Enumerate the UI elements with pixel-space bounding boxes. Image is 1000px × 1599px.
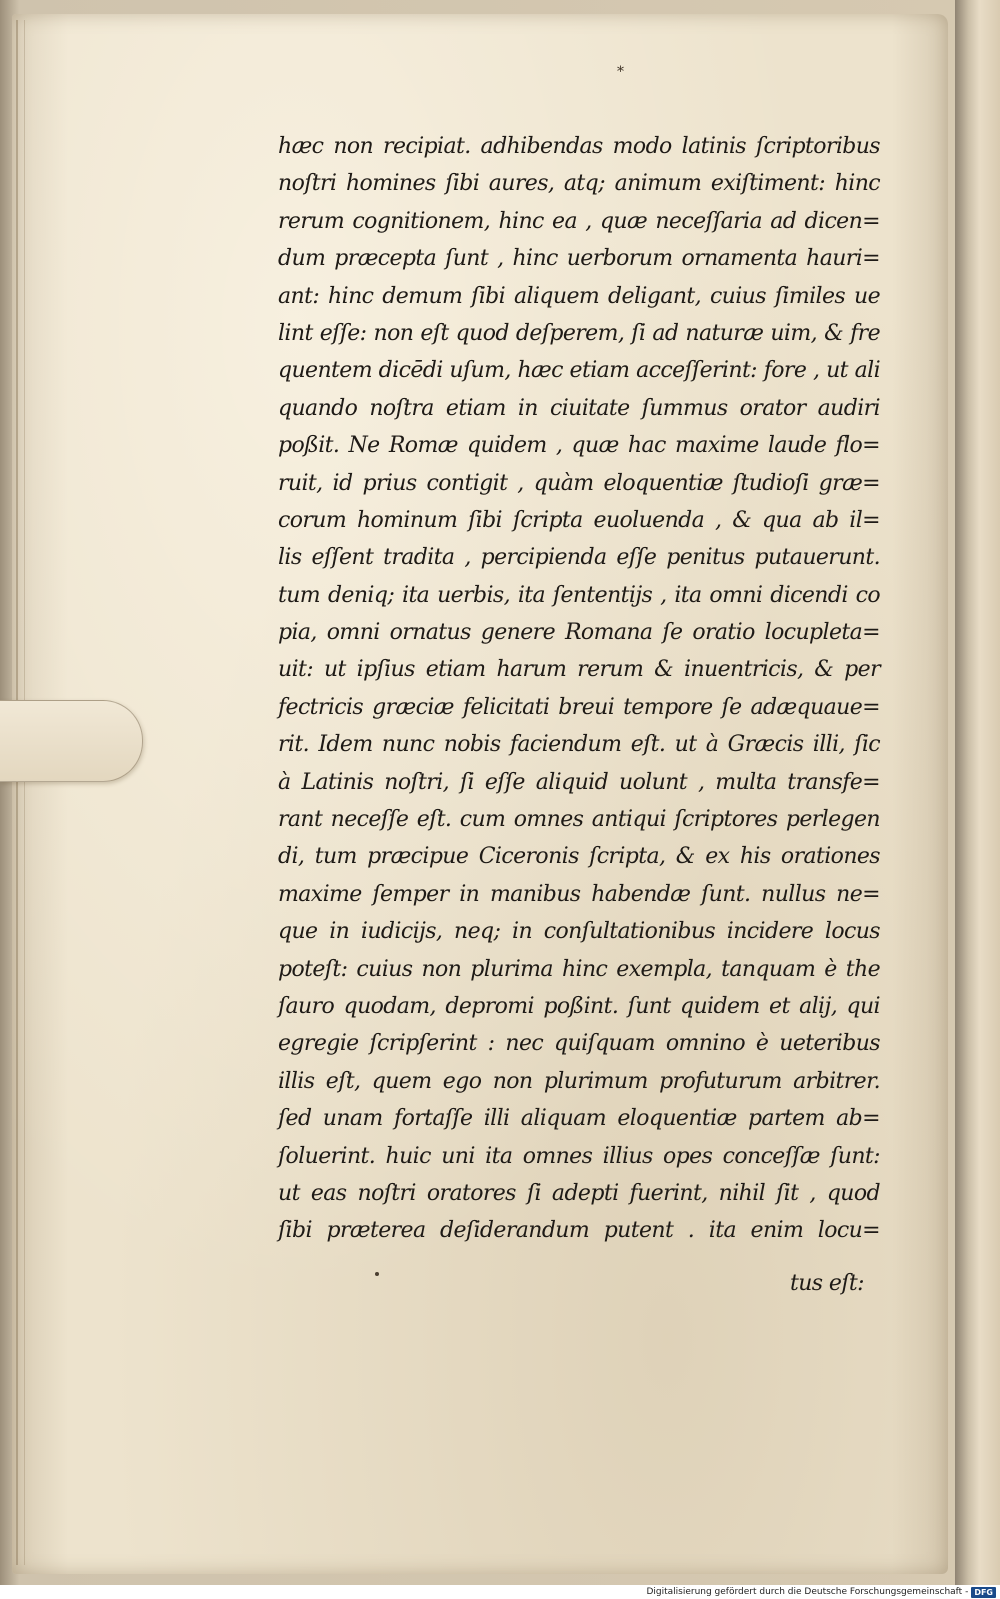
dfg-logo: DFG [971,1587,996,1598]
footer [646,1586,996,1598]
text-line: rit. Idem nunc nobis faciendum eſt. ut à Græcis illi, ſic [278,732,880,758]
text-line: illis eſt, quem ego non plurimum profuturum arbitrer. [278,1068,880,1094]
ornament-mark: * [617,64,624,80]
text-line: hæc non recipiat. adhibendas modo latinis ſcriptoribus [278,134,880,159]
text-line: poßit. Ne Romæ quidem , quæ hac maxime laude flo= [278,433,880,459]
text-line: ſibi præterea deſiderandum putent . ita enim locu= [278,1218,880,1244]
text-line: dum præcepta ſunt , hinc uerborum ornamenta hauri= [278,246,880,272]
text-line: di, tum præcipue Ciceronis ſcripta, & ex his orationes [278,844,880,870]
text-line: noſtri homines ſibi aures, atq; animum exiſtiment: hinc [278,171,880,197]
text-line: maxime ſemper in manibus habendæ ſunt. nullus ne= [278,881,880,907]
ink-dot [375,1272,379,1276]
text-line: poteſt: cuius non plurima hinc exempla, tanquam è the [278,956,880,982]
text-line: ſoluerint. huic uni ita omnes illius opes conceſſæ ſunt: [278,1143,880,1169]
text-line: quentem dicēdi uſum, hæc etiam acceſſerint: fore , ut ali [278,358,880,384]
text-line: rant neceſſe eſt. cum omnes antiqui ſcriptores perlegen [278,807,880,833]
text-line: uit: ut ipſius etiam harum rerum & inuentricis, & per [278,657,880,683]
text-line: corum hominum ſibi ſcripta euoluenda , & qua ab il= [278,507,880,533]
text-line: quando noſtra etiam in ciuitate ſummus orator audiri [278,395,880,421]
text-line: fectricis græciæ felicitati breui tempore ſe adæquaue= [278,694,880,720]
page-edges [16,20,25,1565]
text-line: lint eſſe: non eſt quod deſperem, ſi ad naturæ uim, & fre [278,320,880,346]
text-line: ſauro quodam, depromi poßint. ſunt quidem et alij, qui [278,993,880,1019]
text-line: que in iudicijs, neq; in conſultationibus incidere locus [278,919,880,945]
paper-slip-bookmark [0,700,143,782]
text-line: à Latinis noſtri, ſi eſſe aliquid uolunt , multa transfe= [278,769,880,795]
page-text [278,128,880,1250]
text-line: tum deniq; ita uerbis, ita ſententijs , ita omni dicendi co [278,582,880,608]
text-line: ut eas noſtri oratores ſi adepti fuerint, nihil ſit , quod [278,1180,880,1206]
text-line: pia, omni ornatus genere Romana ſe oratio locupleta= [278,620,880,646]
text-line: rerum cognitionem, hinc ea , quæ neceſſaria ad dicen= [278,208,880,234]
catchword: tus eſt: [790,1271,864,1296]
footer-credit-text: Digitalisierung gefördert durch die Deutsche Forschungsgemeinschaft - [646,1587,969,1597]
text-line: ſed unam fortaſſe illi aliquam eloquentiæ partem ab= [278,1106,880,1132]
book-board-edge [955,0,1000,1585]
text-line: lis eſſent tradita , percipienda eſſe penitus putauerunt. [278,545,880,571]
text-line: ruit, id prius contigit , quàm eloquentiæ ſtudioſi græ= [278,470,880,496]
text-line: egregie ſcripſerint : nec quiſquam omnino è ueteribus [278,1031,880,1057]
text-line: ant: hinc demum ſibi aliquem deligant, cuius ſimiles ue [278,283,880,309]
